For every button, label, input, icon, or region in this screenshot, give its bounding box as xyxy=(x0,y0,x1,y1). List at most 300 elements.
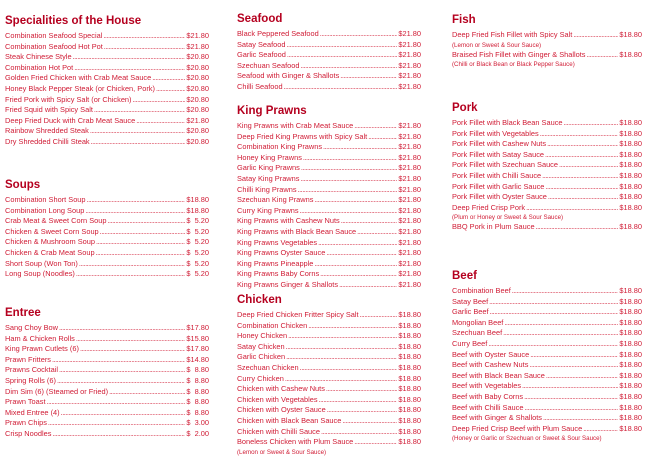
menu-item-name: King Prawn Cutlets (6) xyxy=(5,344,79,354)
menu-item-name: Prawn Chips xyxy=(5,418,47,428)
menu-item-name: Dry Shredded Chilli Steak xyxy=(5,136,90,146)
dot-leader xyxy=(300,174,397,185)
menu-item-name: Satay King Prawns xyxy=(237,173,300,183)
menu-item-note: (Chilli or Black Bean or Black Pepper Sauce) xyxy=(452,61,575,69)
dot-leader xyxy=(284,82,398,93)
dot-leader xyxy=(73,52,186,63)
dot-leader xyxy=(512,286,619,297)
menu-item-name: Combination Short Soup xyxy=(5,195,86,204)
menu-item xyxy=(452,350,642,361)
menu-item xyxy=(5,42,209,53)
menu-item-name: Satay Seafood xyxy=(237,39,286,49)
menu-item xyxy=(237,82,421,93)
menu-item-price: $14.80 xyxy=(186,354,209,364)
menu-item-price: $21.80 xyxy=(186,41,209,51)
menu-item-name: Steak Chinese Style xyxy=(5,52,72,62)
menu-item xyxy=(237,427,421,438)
menu-item-price: $18.80 xyxy=(186,195,209,204)
menu-item-name: Pork Fillet with Vegetables xyxy=(452,128,539,138)
menu-item-name: Pork Fillet with Cashew Nuts xyxy=(452,139,547,149)
menu-item-note: (Plum or Honey or Sweet & Sour Sauce) xyxy=(452,214,564,222)
menu-item-name: Fried Pork with Spicy Salt (or Chicken) xyxy=(5,94,132,104)
menu-item-name: Beef with Cashew Nuts xyxy=(452,360,529,370)
menu-item-price: $18.80 xyxy=(398,373,421,383)
menu-item xyxy=(452,118,642,129)
menu-item-price: $20.80 xyxy=(186,94,209,104)
menu-item-price: $21.80 xyxy=(398,269,421,279)
menu-item-name: Seafood with Ginger & Shallots xyxy=(237,71,340,81)
menu-item-name: Chicken with Black Bean Sauce xyxy=(237,415,342,425)
menu-item-name: Deep Fried Fish Fillet with Spicy Salt xyxy=(452,30,573,39)
menu-item xyxy=(5,206,209,217)
menu-item xyxy=(5,116,209,127)
menu-item xyxy=(5,365,209,376)
menu-item-name: Chilli Seafood xyxy=(237,81,283,91)
menu-section-pork xyxy=(452,101,642,233)
menu-item-name: Prawn Fritters xyxy=(5,354,51,364)
menu-item-price: $ 3.00 xyxy=(186,418,209,428)
menu-item xyxy=(237,331,421,342)
dot-leader xyxy=(288,331,397,342)
menu-item xyxy=(5,63,209,74)
menu-item xyxy=(237,405,421,416)
menu-item-price: $18.80 xyxy=(619,381,642,391)
menu-item-name: Curry Chicken xyxy=(237,373,284,383)
menu-item-name: Spring Rolls (6) xyxy=(5,375,56,385)
menu-item-name: Long Soup (Noodles) xyxy=(5,269,75,279)
dot-leader xyxy=(490,307,619,318)
dot-leader xyxy=(545,182,618,193)
menu-item-price: $18.80 xyxy=(619,423,642,433)
dot-leader xyxy=(360,310,398,321)
dot-leader xyxy=(107,216,185,227)
menu-item-price: $18.80 xyxy=(398,310,421,319)
menu-item xyxy=(452,150,642,161)
menu-item-price: $ 8.80 xyxy=(186,386,209,396)
menu-item-name: Golden Fried Chicken with Crab Meat Sauce xyxy=(5,73,152,83)
menu-item xyxy=(5,259,209,270)
menu-item xyxy=(237,61,421,72)
menu-item xyxy=(237,342,421,353)
menu-item-price: $18.80 xyxy=(398,362,421,372)
menu-item-name: Beef with Oyster Sauce xyxy=(452,349,530,359)
menu-item-price: $21.80 xyxy=(398,71,421,81)
menu-item xyxy=(5,31,209,42)
dot-leader xyxy=(319,395,398,406)
menu-item-name: Pork Fillet with Garlic Sauce xyxy=(452,181,545,191)
menu-item-name: Combination Hot Pot xyxy=(5,62,74,72)
menu-item xyxy=(452,413,642,424)
menu-section-specialities xyxy=(5,14,209,148)
menu-item-name: Pork Fillet with Satay Sauce xyxy=(452,149,545,159)
menu-item-name: Pork Fillet with Oyster Sauce xyxy=(452,192,547,202)
menu-item xyxy=(5,418,209,429)
menu-section-soups xyxy=(5,178,209,280)
menu-item-price: $20.80 xyxy=(186,126,209,136)
menu-item xyxy=(237,71,421,82)
dot-leader xyxy=(522,381,618,392)
menu-item xyxy=(452,171,642,182)
menu-item-price: $ 5.20 xyxy=(186,237,209,247)
dot-leader xyxy=(340,71,397,82)
dot-leader xyxy=(287,50,398,61)
menu-item xyxy=(5,105,209,116)
menu-item-price: $18.80 xyxy=(398,331,421,341)
dot-leader xyxy=(326,248,397,259)
menu-item-name: Combination Beef xyxy=(452,286,511,295)
menu-item-name: Curry Beef xyxy=(452,338,488,348)
menu-item-name: Garlic Seafood xyxy=(237,50,286,60)
menu-item-price: $18.80 xyxy=(619,286,642,295)
menu-item-name: Pork Fillet with Chilli Sauce xyxy=(452,170,542,180)
menu-item xyxy=(452,371,642,382)
menu-item-name: Szechuan Chicken xyxy=(237,362,299,372)
menu-item-name: Mongolian Beef xyxy=(452,317,504,327)
menu-item-name: Pork Fillet with Szechuan Sauce xyxy=(452,160,558,170)
menu-item xyxy=(452,50,642,61)
dot-leader xyxy=(318,238,397,249)
dot-leader xyxy=(91,137,186,148)
dot-leader xyxy=(87,195,186,206)
menu-item-name: Chilli King Prawns xyxy=(237,184,297,194)
dot-leader xyxy=(314,195,397,206)
menu-item-price: $18.80 xyxy=(619,349,642,359)
menu-item-price: $18.80 xyxy=(619,328,642,338)
menu-item-price: $21.80 xyxy=(398,205,421,215)
dot-leader xyxy=(156,84,185,95)
menu-item-price: $20.80 xyxy=(186,136,209,146)
menu-item-name: Honey King Prawns xyxy=(237,152,302,162)
menu-item-price: $18.80 xyxy=(398,341,421,351)
dot-leader xyxy=(286,352,397,363)
menu-item xyxy=(5,269,209,280)
menu-item xyxy=(237,121,421,132)
menu-item-name: Braised Fish Fillet with Ginger & Shallots xyxy=(452,49,586,59)
menu-item xyxy=(237,29,421,40)
menu-item xyxy=(452,129,642,140)
menu-item-price: $21.80 xyxy=(398,184,421,194)
menu-item-price: $15.80 xyxy=(186,333,209,343)
dot-leader xyxy=(314,259,397,270)
dot-leader xyxy=(76,334,186,345)
dot-leader xyxy=(90,126,186,137)
dot-leader xyxy=(342,416,397,427)
menu-item-name: Mixed Entree (4) xyxy=(5,407,60,417)
dot-leader xyxy=(300,206,398,217)
dot-leader xyxy=(96,237,185,248)
section-heading: Specialities of the House xyxy=(5,15,142,27)
menu-item xyxy=(452,203,642,214)
menu-item xyxy=(452,424,642,435)
menu-item xyxy=(5,95,209,106)
menu-item-name: Crisp Noodles xyxy=(5,428,52,438)
dot-leader xyxy=(76,269,186,280)
menu-item xyxy=(237,384,421,395)
menu-item-price: $20.80 xyxy=(186,52,209,62)
menu-item-price: $ 8.80 xyxy=(186,397,209,407)
dot-leader xyxy=(357,227,397,238)
dot-leader xyxy=(100,227,186,238)
menu-item-price: $21.80 xyxy=(398,60,421,70)
dot-leader xyxy=(326,384,397,395)
menu-item-price: $21.80 xyxy=(398,195,421,205)
dot-leader xyxy=(287,40,398,51)
section-heading: Chicken xyxy=(237,294,282,306)
menu-item xyxy=(237,153,421,164)
menu-item-name: Prawn Toast xyxy=(5,397,46,407)
menu-item-name: Szechuan Beef xyxy=(452,328,503,338)
menu-item-name: Beef with Chilli Sauce xyxy=(452,402,524,412)
menu-item xyxy=(5,397,209,408)
menu-item-name: Short Soup (Won Ton) xyxy=(5,258,78,268)
menu-item-name: King Prawns Pineapple xyxy=(237,258,314,268)
menu-section-entree xyxy=(5,306,209,440)
menu-item-name: Satay Chicken xyxy=(237,341,285,351)
menu-item-price: $18.80 xyxy=(619,49,642,59)
menu-item-price: $21.80 xyxy=(398,163,421,173)
dot-leader xyxy=(300,363,398,374)
menu-item xyxy=(5,216,209,227)
section-note: (Honey or Garlic or Szechuan or Sweet & Sour Sauce) xyxy=(452,435,602,443)
menu-item-price: $18.80 xyxy=(619,192,642,202)
menu-item xyxy=(5,137,209,148)
menu-item-name: Chicken with Cashew Nuts xyxy=(237,384,325,394)
menu-item-name: Chicken with Oyster Sauce xyxy=(237,405,326,415)
menu-item-name: Combination Long Soup xyxy=(5,205,85,215)
menu-item-price: $17.80 xyxy=(186,323,209,332)
dot-leader xyxy=(524,392,618,403)
dot-leader xyxy=(526,203,618,214)
dot-leader xyxy=(109,387,185,398)
menu-item xyxy=(5,84,209,95)
menu-item-price: $18.80 xyxy=(398,352,421,362)
menu-item-price: $21.80 xyxy=(398,29,421,38)
menu-item xyxy=(452,307,642,318)
dot-leader xyxy=(504,318,618,329)
menu-item xyxy=(237,248,421,259)
dot-leader xyxy=(540,129,619,140)
menu-item-name: King Prawns with Cashew Nuts xyxy=(237,216,340,226)
dot-leader xyxy=(301,163,398,174)
menu-item-name: King Prawns with Crab Meat Sauce xyxy=(237,121,354,130)
dot-leader xyxy=(543,413,618,424)
menu-item xyxy=(237,216,421,227)
menu-item-name: Prawns Cocktail xyxy=(5,365,58,375)
menu-item-price: $18.80 xyxy=(619,338,642,348)
menu-item-price: $18.80 xyxy=(619,370,642,380)
menu-item xyxy=(237,321,421,332)
menu-item xyxy=(237,363,421,374)
menu-item-name: Chicken & Crab Meat Soup xyxy=(5,247,95,257)
menu-item xyxy=(237,259,421,270)
menu-item-price: $ 8.80 xyxy=(186,407,209,417)
menu-item-price: $18.80 xyxy=(619,139,642,149)
menu-item xyxy=(452,182,642,193)
dot-leader xyxy=(103,31,185,42)
menu-item-name: Beef with Vegetables xyxy=(452,381,522,391)
dot-leader xyxy=(559,160,618,171)
menu-item-note: (Lemon or Sweet & Sour Sauce) xyxy=(452,41,542,49)
menu-item-name: Combination Seafood Special xyxy=(5,31,103,40)
menu-item-price: $21.80 xyxy=(398,173,421,183)
dot-leader xyxy=(354,437,397,448)
menu-item-price: $18.80 xyxy=(619,413,642,423)
menu-item-price: $18.80 xyxy=(619,181,642,191)
menu-item-price: $ 5.20 xyxy=(186,269,209,279)
menu-item xyxy=(5,429,209,440)
menu-item xyxy=(237,227,421,238)
menu-item-name: Chicken & Mushroom Soup xyxy=(5,237,95,247)
menu-item-name: Deep Fried Duck with Crab Meat Sauce xyxy=(5,115,136,125)
menu-item-name: Beef with Ginger & Shallots xyxy=(452,413,542,423)
dot-leader xyxy=(320,269,397,280)
menu-item-price: $18.80 xyxy=(398,426,421,436)
menu-item xyxy=(237,195,421,206)
menu-item-price: $ 5.20 xyxy=(186,258,209,268)
menu-item-name: Rainbow Shredded Steak xyxy=(5,126,89,136)
dot-leader xyxy=(548,192,619,203)
menu-item-price: $21.80 xyxy=(398,226,421,236)
menu-item xyxy=(452,381,642,392)
menu-item-price: $18.80 xyxy=(398,415,421,425)
menu-item xyxy=(452,339,642,350)
menu-item xyxy=(5,126,209,137)
menu-item xyxy=(237,437,421,448)
menu-item-price: $20.80 xyxy=(186,105,209,115)
menu-item-price: $18.80 xyxy=(619,360,642,370)
menu-item xyxy=(237,238,421,249)
menu-item-name: Garlic King Prawns xyxy=(237,163,300,173)
menu-item xyxy=(237,40,421,51)
menu-item-name: Satay Beef xyxy=(452,296,489,306)
dot-leader xyxy=(48,418,185,429)
dot-leader xyxy=(80,344,185,355)
dot-leader xyxy=(59,365,185,376)
section-heading: Pork xyxy=(452,102,478,114)
menu-item-name: Boneless Chicken with Plum Sauce xyxy=(237,437,354,447)
menu-item xyxy=(452,286,642,297)
menu-item-price: $18.80 xyxy=(398,394,421,404)
menu-item-name: Deep Fried Chicken Fritter Spicy Salt xyxy=(237,310,359,319)
menu-item xyxy=(452,192,642,203)
dot-leader xyxy=(488,339,618,350)
menu-item-name: King Prawns Oyster Sauce xyxy=(237,248,326,258)
menu-item-name: King Prawns with Black Bean Sauce xyxy=(237,226,357,236)
menu-item xyxy=(452,297,642,308)
menu-item xyxy=(452,222,642,233)
menu-item-name: Ham & Chicken Rolls xyxy=(5,333,75,343)
menu-item xyxy=(5,227,209,238)
menu-item-price: $ 5.20 xyxy=(186,216,209,226)
dot-leader xyxy=(303,153,397,164)
menu-item-price: $21.80 xyxy=(186,31,209,40)
menu-section-chicken xyxy=(237,293,421,457)
menu-item-price: $20.80 xyxy=(186,73,209,83)
dot-leader xyxy=(96,248,186,259)
dot-leader xyxy=(59,323,185,334)
dot-leader xyxy=(47,397,186,408)
menu-item-price: $20.80 xyxy=(186,83,209,93)
menu-item xyxy=(452,360,642,371)
menu-item-price: $18.80 xyxy=(619,30,642,39)
menu-item-name: Szechuan Seafood xyxy=(237,60,300,70)
menu-item xyxy=(237,185,421,196)
section-heading: Entree xyxy=(5,307,41,319)
dot-leader xyxy=(583,424,618,435)
menu-item-price: $18.80 xyxy=(398,320,421,330)
menu-section-fish xyxy=(452,13,642,69)
menu-item-name: Garlic Beef xyxy=(452,307,489,317)
menu-item xyxy=(237,163,421,174)
dot-leader xyxy=(587,50,619,61)
menu-item-name: Combination King Prawns xyxy=(237,142,323,152)
dot-leader xyxy=(354,121,397,132)
section-heading: Soups xyxy=(5,179,41,191)
menu-item-price: $18.80 xyxy=(398,384,421,394)
menu-item xyxy=(237,352,421,363)
menu-item-price: $ 5.20 xyxy=(186,247,209,257)
menu-item xyxy=(5,195,209,206)
dot-leader xyxy=(104,42,186,53)
menu-item xyxy=(237,269,421,280)
menu-item xyxy=(452,328,642,339)
dot-leader xyxy=(133,95,186,106)
menu-item xyxy=(452,160,642,171)
menu-item xyxy=(237,50,421,61)
dot-leader xyxy=(545,150,618,161)
menu-item-price: $18.80 xyxy=(619,118,642,127)
menu-item-name: Honey Black Pepper Steak (or Chicken, Pork) xyxy=(5,83,155,93)
dot-leader xyxy=(52,355,185,366)
dot-leader xyxy=(327,405,398,416)
menu-item-name: Curry King Prawns xyxy=(237,205,299,215)
menu-item-price: $20.80 xyxy=(186,62,209,72)
menu-item xyxy=(5,237,209,248)
dot-leader xyxy=(57,376,185,387)
menu-item xyxy=(5,355,209,366)
menu-item-name: Pork Fillet with Black Bean Sauce xyxy=(452,118,563,127)
menu-item-price: $18.80 xyxy=(619,222,642,232)
menu-section-seafood xyxy=(237,12,421,93)
dot-leader xyxy=(298,185,398,196)
menu-item xyxy=(5,73,209,84)
menu-item xyxy=(452,30,642,41)
dot-leader xyxy=(85,206,185,217)
menu-item-price: $18.80 xyxy=(619,202,642,212)
menu-item xyxy=(237,142,421,153)
dot-leader xyxy=(286,342,398,353)
section-heading: Seafood xyxy=(237,13,283,25)
dot-leader xyxy=(74,63,185,74)
menu-item-name: Dim Sim (6) (Steamed or Fried) xyxy=(5,386,109,396)
menu-item-price: $18.80 xyxy=(619,160,642,170)
menu-item-name: Fried Squid with Spicy Salt xyxy=(5,105,93,115)
menu-item-price: $18.80 xyxy=(619,128,642,138)
menu-item-price: $21.80 xyxy=(398,81,421,91)
menu-item xyxy=(452,392,642,403)
menu-item-price: $18.80 xyxy=(619,296,642,306)
dot-leader xyxy=(503,328,618,339)
menu-item xyxy=(237,174,421,185)
menu-item xyxy=(237,206,421,217)
menu-item xyxy=(5,323,209,334)
dot-leader xyxy=(52,429,185,440)
menu-item xyxy=(237,132,421,143)
menu-item-name: Chicken with Chilli Sauce xyxy=(237,426,320,436)
menu-item-name: Deep Fried Crisp Beef with Plum Sauce xyxy=(452,423,583,433)
dot-leader xyxy=(546,371,619,382)
menu-item-price: $21.80 xyxy=(398,121,421,130)
